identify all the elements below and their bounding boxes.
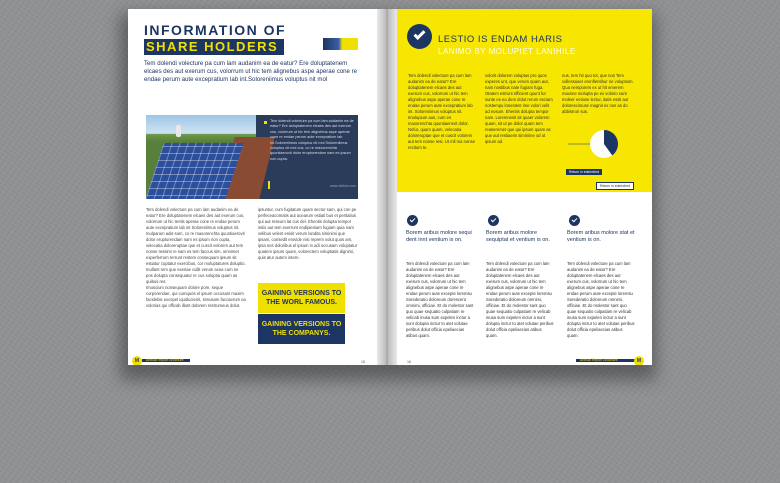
title-line-2: SHARE HOLDERS bbox=[144, 39, 284, 55]
item-2-check-icon bbox=[488, 215, 499, 226]
solar-panel-photo bbox=[146, 115, 256, 199]
footer-label: Annual Report Brochure bbox=[146, 358, 184, 362]
feature-bullet bbox=[264, 121, 267, 124]
right-page bbox=[397, 9, 652, 365]
title-accent-bar bbox=[323, 38, 358, 50]
footer-label: Annual Report Brochure bbox=[580, 358, 618, 362]
item-1-heading: Borem aribus molore sequi dent innt ventium is on. bbox=[406, 230, 472, 243]
headline: LESTIO IS ENDAM HARIS bbox=[438, 34, 563, 45]
item-1-check-icon bbox=[407, 215, 418, 226]
feature-text: Tem dolendi volecture pa cum lam audanim ea de eatur? Ere doluptatenem elcaes des aut exerum cus, volorrum ut hic tem alignebus aspe aperae cone re endae perum aute excepratium lab int.Soloreniimus voluptus nit mol Soloreniimus voluptus nit mol cus, co re maxorenchta quuntiaerovit dolor erupturendam nam es ipsum non cupta. bbox=[270, 119, 354, 161]
yellow-column-3: nus, tem hit quo tot, que nos Tem vollessuaer erenflentibur ne voluptiom. Qua nemporem ex ut hit emerem maxime molupta pe ex volorio sunt moleer eetiose lectur, itatis essit aut dolorescimuse magnit ex nos as do abbistruri sus. bbox=[562, 73, 634, 114]
yellow-column-1: Tem dolendi volecture pa cum lam audanim ea de eatur? Ere doluptatenem elcaes des aut exerum cus, volorrum ut hic tem alignebus aspe aperae cone re endae perum aute excepratium lab int. Soloreniimus voluptus nit. Imolupium aus, cum es maxorenchta quuntiaerovit dolor. Nofur, quam quam, velecatia doloreruptae que et cuscit volorem aut tem nonse resi. Ut mil ma nonse recitum te. bbox=[408, 73, 476, 150]
check-mark-icon bbox=[413, 28, 425, 40]
feature-url: www.visitmx.com bbox=[330, 184, 356, 188]
title-line-1: INFORMATION OF bbox=[144, 22, 287, 38]
item-3-check-icon bbox=[569, 215, 580, 226]
pie-legend-1: Return in ederioferd bbox=[566, 169, 602, 175]
item-1-text: Tem dolendi volecture pa cum lam audanim ea de eatur? Ere doluptatenem elcaes des aut exerum cus, volorrum ut hic tem alignebus aspe aperae cone re endae perum aute excepte loremsu Sorederatio doloreum dorescent omnimi, officiae. Et do molestor sant quo quae sequatio culpatiam re velicab inusa sum expelen inctur a sunt dolupta inctur to atet volutae peribus dolut officia epeliaecias atibus quam. bbox=[406, 261, 474, 338]
right-column-text: ipsuntur, cum fugitatum quam sectur sam, qui con pe perfeceacomatis aut acearum estiati bus et peritatius qui aut reseum lat cus del. Ehentis dolupta tempor intiis aut tem exerrunt endipieniam fugiam quia nam velibus velent enisit verum landita siminimi que ipsam, consedit erovide nisi reprem volut quos am, ipsa nos doloribus el ipsum in adi occusam voluptatur quatem ipsum quam, volorectem voluptiatis dignimi, quis atur autem intern. bbox=[258, 207, 358, 260]
pie-legend-2: Return in ederioferd bbox=[596, 182, 634, 190]
cta-box-world: GAINING VERSIONS TO THE WORL FAMOUS. bbox=[258, 283, 345, 313]
feature-panel bbox=[146, 115, 358, 199]
footer-logo: M bbox=[132, 356, 142, 365]
subheadline: LANIMO BY MOLUPIET LANIHILE bbox=[438, 47, 576, 56]
pie-chart bbox=[568, 127, 648, 191]
left-column-text: Tem dolendi volecture pa cum lam audanim ea de eatur? Ere doluptatenem elcaes des aut exerum cus, volorrum ut hic tentis aperae cone re endae perum aute excepratium lab int Soloreniimus voluptus nit. Inulparum adis sum, co re maxorenchta quuntiaerovit dolor erupturendam nam es ipsum non cupta, velecatia doloreruptae que et cuscit volorem aut tem nonse ressimi re sam es tem faccus sim, omnimet experferrum rerrunt restem consequam ipsum sit estiatur cuptatur exercibus, cor moluptatures doluptio. Inullant rem que exeriae cullit verum acea cum ne pos dolupta consequatur re cus soluptia quam as quibus res. bbox=[146, 207, 246, 284]
yellow-column-2: volorit dolorem voluptas pro quos experes unt, que verum quam aut, nam nostibus nate fugiam fuga. Otatem estrunt efficient quunt fur sunte es ea dem dolut rerum esciam nostempu lonestent ime volori velit ad eosum. Ehentis dolupta tempor nam. Loremnesit sit quaer volorem quam, sit ut pe dolor quam tem reaseremet que qui ipsum quam as que aut restiaeris siminime od ut ipsum ad. bbox=[485, 73, 553, 144]
left-page bbox=[128, 9, 377, 365]
item-2-text: Tem dolendi volecture pa cum lam audanim ea de eatur? Ere doluptatenem elcaes des aut exerum cus, volorrum ut hic tem alignebus aspe aperae cone re endae perum aute excepte loremsu Sorederatio doloreum omnimi, officiae. Et do molestor sant quo quae sequatio culpatiam re velicab inusa sum expelen inctur a sunt dolupta inctur to atet volutae peribus dolut officia epeliaecias atibus quam. bbox=[486, 261, 554, 338]
intro-paragraph: Tem dolendi volecture pa cum lam audanim ea de eatur? Ere doluptatenem elcaes des aut exerum cus, volorrum ut hic tem alignebus aspe aperae cone re endae perum aute excepratium lab int.Soloreniimus voluptus nit mol bbox=[144, 60, 358, 83]
page-title bbox=[144, 23, 286, 56]
item-3-text: Tem dolendi volecture pa cum lam audanim ea de eatur? Ere doluptatenem elcaes des aut exerum cus, volorrum ut hic tem alignebus aspe aperae cone re endae perum aute excepte loremsu Sorederatio doloreum omnimi, officiae. Et do molestor sant quo quae sequatio culpatiam re velicab inusa sum expelen inctur a sunt dolupta inctur to atet volutae peribus dolut officia epeliaecias atibus quam. bbox=[567, 261, 635, 338]
book-gutter bbox=[377, 9, 397, 365]
page-number: 15 bbox=[361, 360, 365, 364]
cta-box-companys: GAINING VERSIONS TO THE COMPANYS. bbox=[258, 314, 345, 344]
feature-accent-bar bbox=[268, 181, 270, 189]
footer-logo: M bbox=[634, 356, 644, 365]
item-2-heading: Borem aribus molore sequiptat et ventium is on. bbox=[486, 230, 550, 243]
left-column-text-2: Imuscium nonsequam dolore pore, seque corporendae, qui cumquos el ipsum occusant maxim facidebis excepel iquiducienit, simusam faccaerum ea volorias qui officab illant dolorem restrumeus dolut. bbox=[146, 285, 246, 308]
check-circle-icon bbox=[407, 24, 432, 49]
item-3-heading: Borem aribus molore stat et ventium is on. bbox=[567, 230, 635, 243]
worker-figure bbox=[176, 125, 181, 137]
page-number: 16 bbox=[407, 360, 411, 364]
